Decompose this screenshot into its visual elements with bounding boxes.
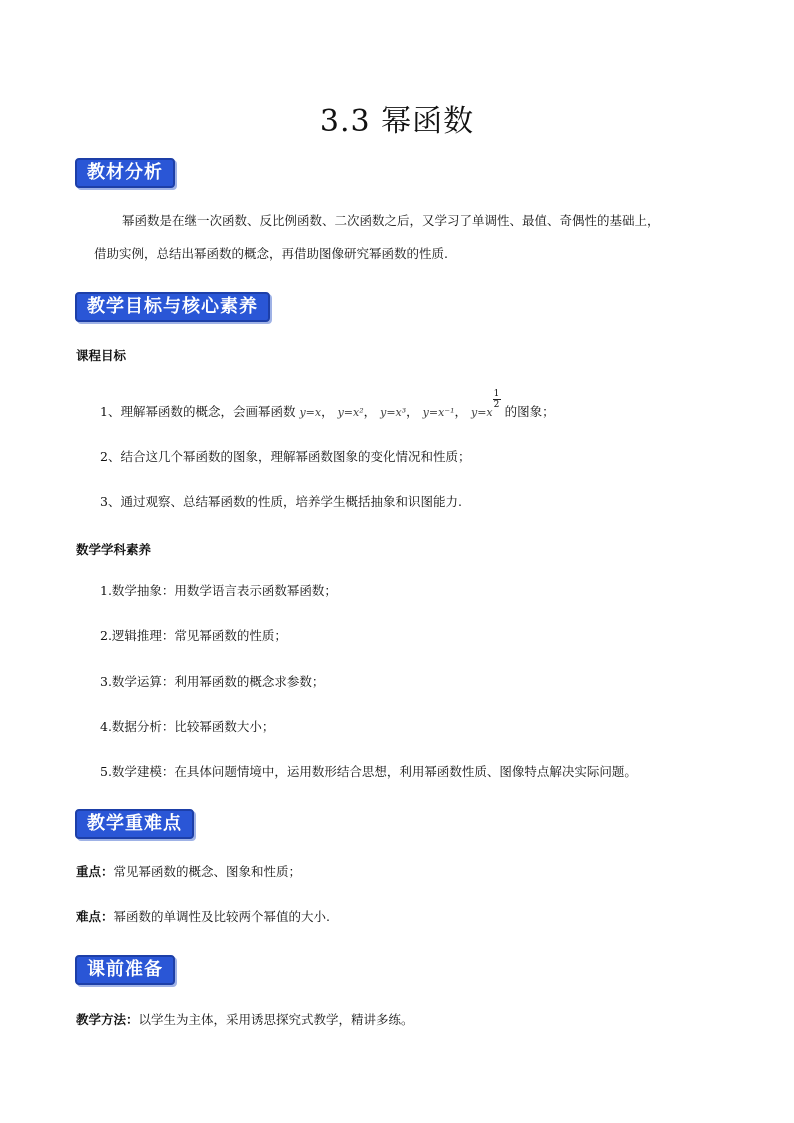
key-point-text: 常见幂函数的概念、图象和性质； bbox=[113, 864, 302, 879]
difficulty-text: 幂函数的单调性及比较两个幂值的大小. bbox=[113, 909, 330, 924]
literacy-item: 4.数据分析：比较幂函数大小； bbox=[100, 719, 275, 734]
teaching-method-line bbox=[76, 1012, 414, 1028]
exponent-numerator: 1 bbox=[493, 389, 500, 399]
formula-y-x-half: y=x bbox=[470, 406, 493, 419]
section-badge-analysis: 教材分析 bbox=[75, 158, 175, 188]
teaching-method-label: 教学方法： bbox=[76, 1012, 139, 1027]
analysis-line-2: 借助实例，总结出幂函数的概念，再借助图像研究幂函数的性质. bbox=[94, 246, 448, 261]
literacy-item: 2.逻辑推理：常见幂函数的性质； bbox=[100, 628, 287, 643]
goal-1-suffix: 的图象； bbox=[504, 404, 555, 419]
difficulty-label: 难点： bbox=[76, 909, 114, 924]
exponent-fraction bbox=[493, 389, 501, 416]
formula-y-x-inverse: y=x⁻¹ bbox=[422, 406, 455, 419]
difficulty-line bbox=[76, 909, 330, 925]
teaching-method-text: 以学生为主体，采用诱思探究式教学，精讲多练。 bbox=[138, 1012, 414, 1027]
analysis-line-1: 幂函数是在继一次函数、反比例函数、二次函数之后，又学习了单调性、最值、奇偶性的基础上， bbox=[122, 213, 660, 228]
section-badge-prep: 课前准备 bbox=[75, 955, 175, 985]
formula-y-x: y=x bbox=[299, 406, 322, 419]
key-point-label: 重点： bbox=[76, 864, 114, 879]
key-point-line bbox=[76, 864, 301, 880]
course-goals-heading: 课程目标 bbox=[76, 348, 127, 363]
goal-item-2: 2、结合这几个幂函数的图象，理解幂函数图象的变化情况和性质； bbox=[100, 449, 471, 464]
section-badge-key-points: 教学重难点 bbox=[75, 809, 194, 839]
goal-item-1: 1、理解幂函数的概念，会画幂函数 y=x， y=x²， y=x³， y=x⁻¹， y=x $\frac{1}{2}$ 的图象； bbox=[100, 389, 555, 419]
section-badge-goals: 教学目标与核心素养 bbox=[75, 292, 270, 322]
goal-item-3: 3、通过观察、总结幂函数的性质，培养学生概括抽象和识图能力. bbox=[100, 494, 462, 509]
literacy-item: 3.数学运算：利用幂函数的概念求参数； bbox=[100, 674, 325, 689]
literacy-item: 5.数学建模：在具体问题情境中，运用数形结合思想，利用幂函数性质、图像特点解决实际问题。 bbox=[100, 764, 637, 779]
literacy-item: 1.数学抽象：用数学语言表示函数幂函数； bbox=[100, 583, 337, 598]
formula-y-x2: y=x² bbox=[337, 406, 364, 419]
exponent-denominator: 2 bbox=[493, 400, 500, 410]
page-title: 3.3 幂函数 bbox=[319, 104, 475, 139]
goal-1-prefix: 1、理解幂函数的概念，会画幂函数 bbox=[100, 404, 296, 419]
formula-y-x3: y=x³ bbox=[380, 406, 407, 419]
literacy-heading: 数学学科素养 bbox=[76, 542, 152, 557]
